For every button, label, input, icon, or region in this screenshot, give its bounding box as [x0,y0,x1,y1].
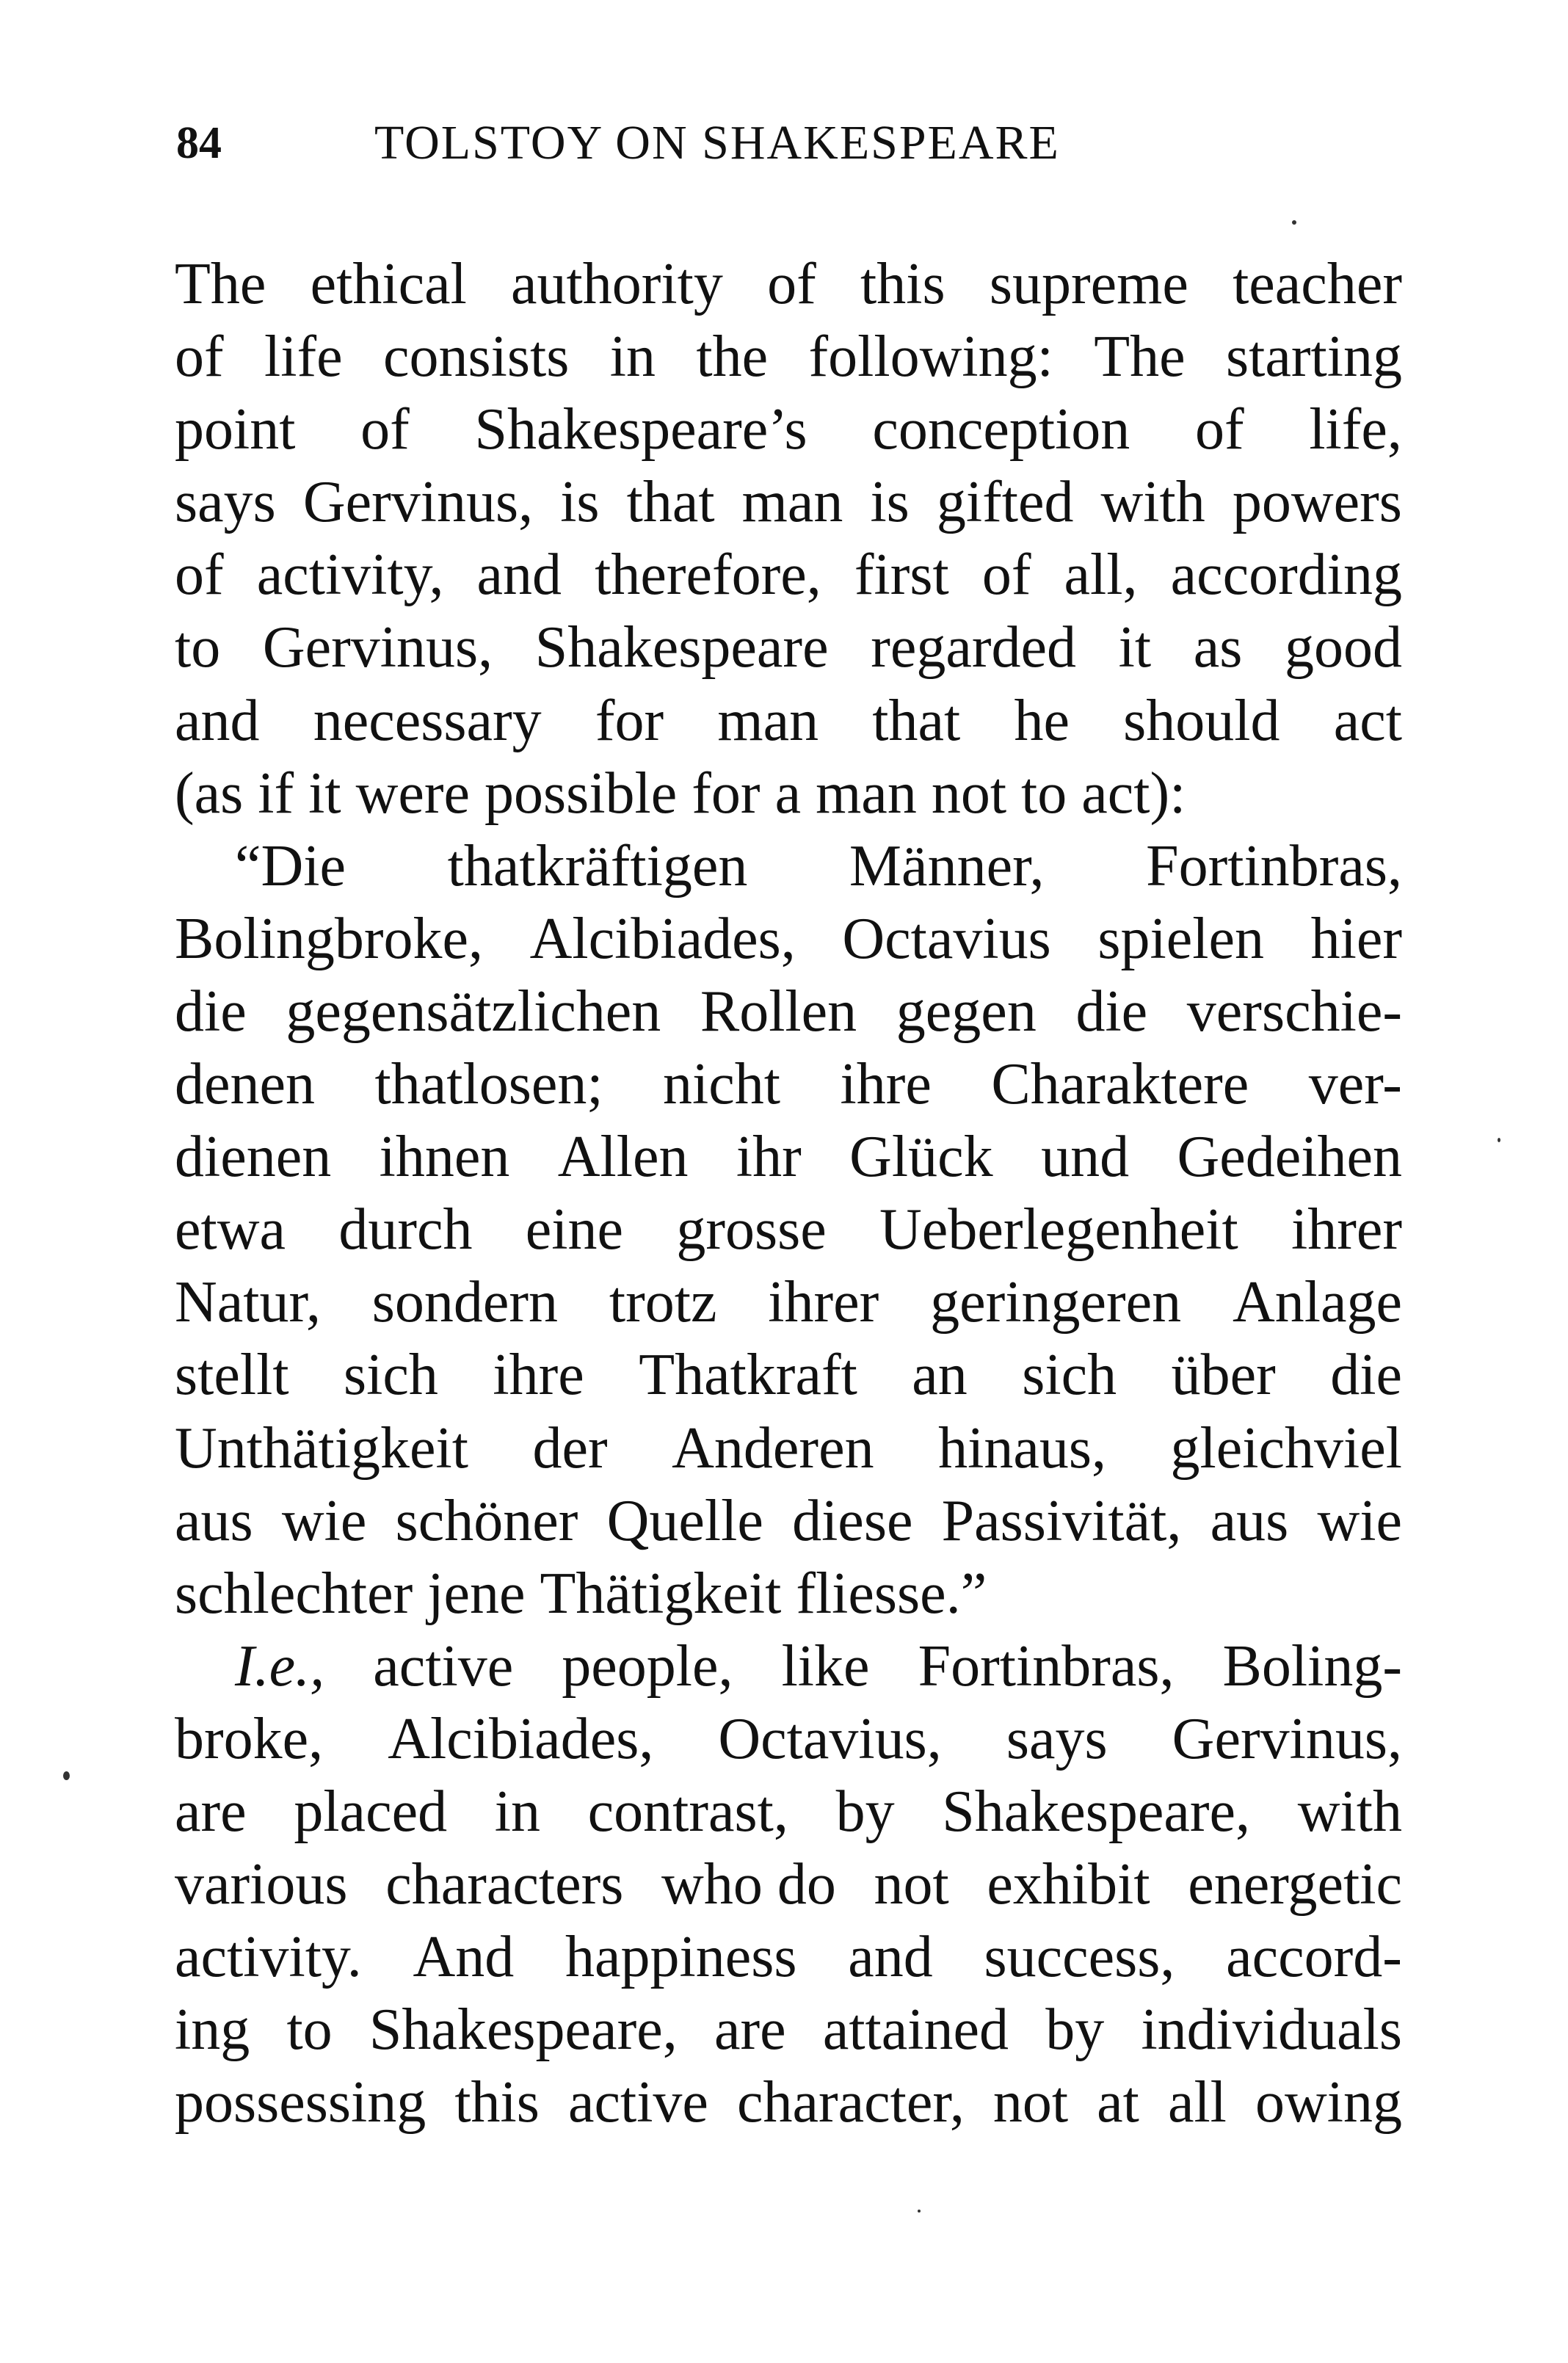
word: The [175,252,266,316]
word: Anderen [672,1415,874,1481]
word: if [258,761,294,826]
word: should [1123,688,1280,753]
word: etwa [175,1197,286,1263]
text-line [175,1121,1402,1194]
text-line [175,830,1402,903]
word: Thätigkeit [540,1561,782,1626]
word: ing [175,1997,250,2063]
word: spielen [1097,906,1264,971]
word: The [1094,324,1186,390]
word: Shakespeare, [942,1779,1251,1844]
word: regarded [871,615,1077,680]
word: gleichviel [1170,1415,1402,1481]
word: Fortinbras, [1146,833,1402,899]
word: this [454,2070,540,2135]
word: die [175,979,247,1044]
word: with [1100,470,1205,535]
word: der [532,1415,608,1481]
word: denen [175,1052,316,1117]
word: geringeren [930,1270,1182,1335]
word: sich [1022,1343,1117,1408]
text-line [175,393,1402,466]
running-title: TOLSTOY ON SHAKESPEARE [374,116,1060,170]
word: Gervinus, [302,470,534,535]
word: activity. [175,1925,362,1990]
word: activity, [256,542,444,608]
word: all [1167,2070,1227,2135]
scan-speck [918,2210,921,2213]
word: conception [872,397,1130,462]
text-line [175,685,1402,758]
text-line [175,903,1402,976]
word: Bolingbroke, [175,906,483,971]
word: energetic [1188,1852,1402,1917]
word: individuals [1141,1997,1402,2063]
word: happiness [565,1925,797,1990]
word: owing [1255,2070,1402,2135]
word: sich [344,1343,438,1408]
word: placed [294,1779,448,1844]
word: dienen [175,1125,332,1190]
scan-speck [1292,220,1296,225]
word: character, [736,2070,965,2135]
word: of [175,542,224,608]
word: are [714,1997,786,2063]
word: Unthätigkeit [175,1415,468,1481]
word: not [992,2070,1069,2135]
text-line [175,1266,1402,1339]
word: necessary [313,688,542,753]
word: authority [511,252,723,316]
text-line [175,1994,1402,2066]
word: success, [984,1925,1175,1990]
word: ihrer [768,1270,879,1335]
word: Octavius [842,906,1051,971]
word: starting [1226,324,1402,390]
body-text [175,248,1402,2139]
page-number: 84 [176,118,222,168]
word: Ueberlegenheit [879,1197,1238,1263]
word: man [717,688,819,753]
word: first [854,542,949,608]
text-line [175,248,1402,321]
word: durch [338,1197,473,1263]
word: therefore, [595,542,821,608]
word: as [1193,615,1243,680]
word: ihr [736,1125,802,1190]
word: active [373,1633,514,1699]
word: diese [792,1488,913,1553]
word: I.e., [235,1633,325,1699]
word: by [835,1779,895,1844]
word: hinaus, [938,1415,1106,1481]
text-line [175,611,1402,684]
word: characters [385,1852,624,1917]
text-line [175,539,1402,611]
word: nicht [663,1052,781,1117]
word: ver- [1308,1052,1402,1117]
word: contrast, [587,1779,788,1844]
word: the [696,324,769,390]
text-line [175,758,1402,830]
word: says [175,470,276,535]
word: by [1045,1997,1105,2063]
word: a [774,761,802,826]
word: trotz [609,1270,717,1335]
word: Shakespeare, [369,1997,678,2063]
word: sondern [371,1270,559,1335]
word: according [1170,542,1402,608]
word: ihnen [379,1125,510,1190]
word: man [816,761,917,826]
word: active [567,2070,708,2135]
word: exhibit [987,1852,1150,1917]
word: he [1014,688,1070,753]
word: Thatkraft [639,1343,857,1408]
word: Glück [849,1125,993,1190]
word: and [848,1925,933,1990]
word: to [1021,761,1067,826]
scan-speck [1498,1138,1500,1142]
word: (as [175,761,244,826]
word: schlechter [175,1561,413,1626]
word: accord- [1226,1925,1402,1990]
word: attained [822,1997,1009,2063]
word: and [175,688,260,753]
word: says [1006,1706,1108,1771]
word: stellt [175,1343,289,1408]
word: of [767,252,816,316]
word: teacher [1233,252,1402,316]
word: man [741,470,843,535]
word: die [1075,979,1148,1044]
word: eine [525,1197,624,1263]
word: jene [427,1561,526,1626]
word: ihrer [1291,1197,1402,1263]
word: not [931,761,1007,826]
word: consists [383,324,570,390]
text-line [175,976,1402,1048]
text-line [175,2066,1402,2139]
text-line [175,1339,1402,1412]
word: broke, [175,1706,324,1771]
word: aus [1210,1488,1289,1553]
word: fliesse.” [796,1561,987,1626]
word: wie [281,1488,367,1553]
word: powers [1232,470,1402,535]
word: Gervinus, [1172,1706,1402,1771]
word: for [692,761,761,826]
word: at [1097,2070,1139,2135]
word: various [175,1852,348,1917]
word: Octavius, [718,1706,942,1771]
word: of [360,397,410,462]
word: Fortinbras, [918,1633,1175,1699]
word: are [175,1779,247,1844]
word: Gervinus, [262,615,493,680]
word: possessing [175,2070,427,2135]
word: ihre [840,1052,932,1117]
word: thatlosen; [374,1052,603,1117]
word: gegen [896,979,1037,1044]
text-line [175,1776,1402,1848]
word: Alcibiades, [529,906,796,971]
word: to [286,1997,333,2063]
word: point [175,397,296,462]
word: Rollen [700,979,857,1044]
word: Boling- [1222,1633,1402,1699]
word: this [860,252,945,316]
word: Männer, [849,833,1045,899]
word: Natur, [175,1270,321,1335]
text-line [175,1630,1402,1703]
text-line [175,1558,1402,1630]
word: grosse [676,1197,827,1263]
text-line [175,1848,1402,1921]
word: that [626,470,715,535]
word: all, [1064,542,1138,608]
word: gegensätzlichen [286,979,661,1044]
text-line [175,1703,1402,1776]
word: it [1118,615,1152,680]
word: people, [562,1633,733,1699]
word: possible [484,761,678,826]
word: ihre [493,1343,584,1408]
word: schöner [395,1488,578,1553]
text-line [175,1194,1402,1266]
word: like [781,1633,870,1699]
word: über [1171,1343,1276,1408]
word: were [355,761,471,826]
word: for [595,688,664,753]
text-line [175,466,1402,539]
word: gifted [936,470,1074,535]
word: Anlage [1232,1270,1402,1335]
word: ethical [310,252,467,316]
text-line [175,1921,1402,1994]
word: hier [1310,906,1402,971]
word: Alcibiades, [388,1706,654,1771]
word: act): [1081,761,1186,826]
word: to [175,615,221,680]
word: “Die [235,833,346,899]
word: good [1284,615,1402,680]
word: Allen [557,1125,689,1190]
word: not [874,1852,949,1917]
text-line [175,321,1402,393]
word: Shakespeare’s [474,397,807,462]
word: who do [661,1852,836,1917]
word: and [476,542,562,608]
page-header [176,110,1395,176]
word: following: [808,324,1053,390]
word: an [912,1343,968,1408]
word: act [1333,688,1402,753]
word: supreme [989,252,1188,316]
word: und [1041,1125,1130,1190]
word: of [1195,397,1244,462]
word: it [308,761,341,826]
word: die [1330,1343,1402,1408]
word: of [175,324,224,390]
word: wie [1317,1488,1402,1553]
word: Gedeihen [1177,1125,1402,1190]
word: of [981,542,1031,608]
word: in [494,1779,540,1844]
word: Charaktere [991,1052,1249,1117]
word: life, [1309,397,1402,462]
word: is [870,470,910,535]
word: Passivität, [941,1488,1182,1553]
word: is [560,470,600,535]
word: Shakespeare [534,615,829,680]
text-line [175,1048,1402,1121]
text-line [175,1485,1402,1558]
word: Quelle [606,1488,763,1553]
word: thatkräftigen [447,833,748,899]
word: with [1297,1779,1402,1844]
scan-speck [63,1771,70,1780]
word: in [609,324,656,390]
word: aus [175,1488,253,1553]
text-line [175,1412,1402,1485]
word: verschie- [1186,979,1402,1044]
word: that [872,688,961,753]
word: life [264,324,343,390]
word: And [413,1925,515,1990]
